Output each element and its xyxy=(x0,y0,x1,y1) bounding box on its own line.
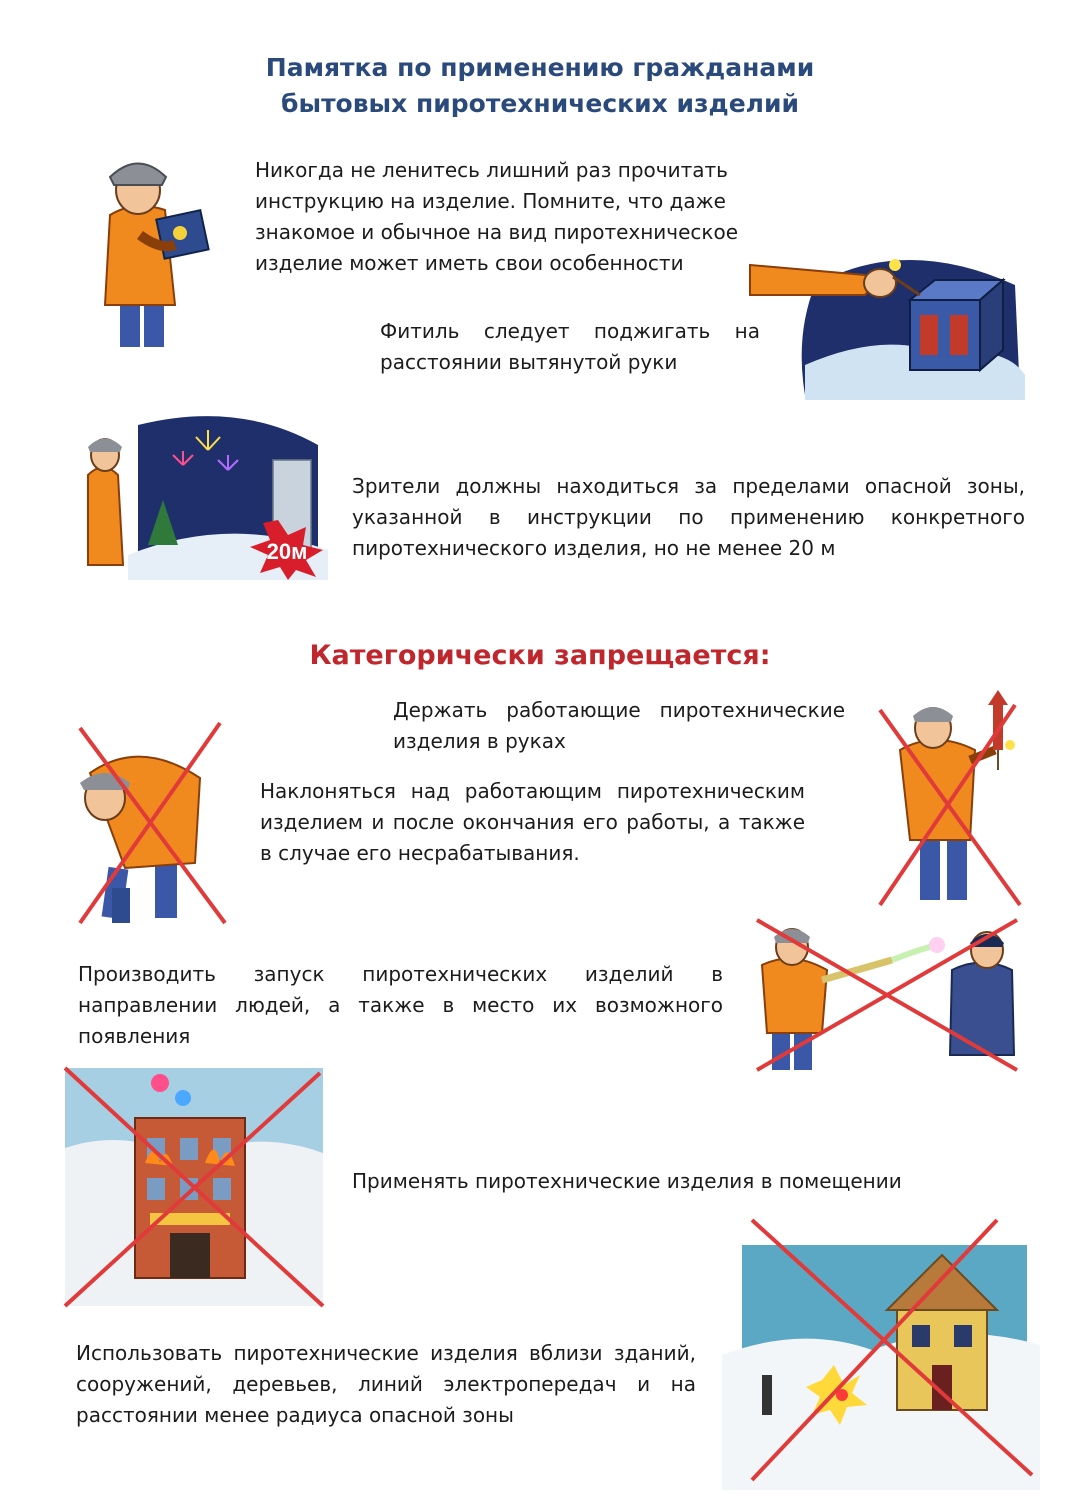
spectator-fireworks-icon xyxy=(78,405,328,580)
forbidden-item-indoors: Применять пиротехнические изделия в помещении xyxy=(352,1169,902,1193)
rule-spectators: Зрители должны находиться за пределами опасной зоны, указанной в инструкции по применению конкретного пиротехнического изделия, но не менее 20 м xyxy=(352,474,1025,560)
crossed-house-fireworks-icon xyxy=(722,1215,1040,1490)
distance-badge: 20м xyxy=(266,539,308,564)
title-line-2: бытовых пиротехнических изделий xyxy=(281,89,799,118)
man-reading-box-icon xyxy=(80,155,230,350)
forbidden-heading: Категорически запрещается: xyxy=(309,640,771,671)
forbidden-item-lean: Наклоняться над работающим пиротехническим изделием и после окончания его работы, а также в случае его несрабатывания. xyxy=(260,779,805,865)
rule-fuse: Фитиль следует поджигать на расстоянии вытянутой руки xyxy=(380,319,760,374)
forbidden-item-near-buildings: Использовать пиротехнические изделия вблизи зданий, сооружений, деревьев, линий электропередач и на расстоянии менее радиуса опасной зоны xyxy=(76,1341,696,1427)
page-title xyxy=(0,50,1080,122)
crossed-burning-building-icon xyxy=(65,1068,323,1306)
crossed-leaning-man-icon xyxy=(70,718,235,933)
title-line-1: Памятка по применению гражданами xyxy=(265,53,815,82)
arm-lighting-fuse-icon xyxy=(745,215,1030,400)
forbidden-item-aim: Производить запуск пиротехнических изделий в направлении людей, а также в место их возможного появления xyxy=(78,962,723,1048)
forbidden-item-hold: Держать работающие пиротехнические изделия в руках xyxy=(393,698,845,753)
rule-read-instruction: Никогда не ленитесь лишний раз прочитать инструкцию на изделие. Помните, что даже знакомое и обычное на вид пиротехническое изделие может иметь свои особенности xyxy=(255,158,739,275)
crossed-aiming-at-people-icon xyxy=(752,915,1022,1075)
crossed-holding-rocket-icon xyxy=(875,690,1025,910)
